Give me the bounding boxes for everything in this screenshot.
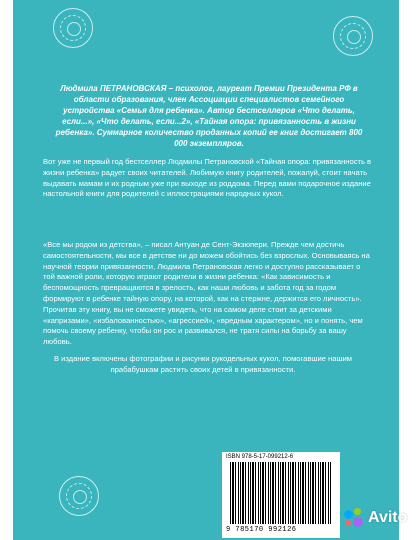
ornament-medallion-icon xyxy=(333,16,373,56)
avito-watermark xyxy=(344,505,420,531)
ornament-medallion-icon xyxy=(59,476,99,516)
description-paragraph: «Все мы родом из детства», – писал Антуан де Сент-Экзюпери. Прежде чем достичь самостоятельности, мы все в детстве ни до можем обойтись без взрослых. Основываясь на научной теории привязанности, Людмила Петрановская легко и доступно рассказывает о той важной роли, которую играют родители в жизни ребенка: «Как зависимость и беспомощность превращаются в зрелость, как наши любовь и забота год за годом формируют в ребенке тайную опору, на которой, как на стержне, держится его личность». Прочитав эту книгу, вы не сможете увидеть, что на самом деле стоит за детскими «капризами», «избалованностью», «агрессией», «вредным характером», но и понять, чем помочь своему ребенку, чтобы он рос и развивался, не тратя силы на борьбу за вашу любовь. xyxy=(43,240,370,347)
author-bio: Людмила ПЕТРАНОВСКАЯ – психолог, лауреат Премии Президента РФ в области образования, член Ассоциации специалистов семейного устройства «Семья для ребенка». Автор бестселлеров «Что делать, если...», «Что делать, если...2», «Тайная опора: привязанность в жизни ребенка». Суммарное количество проданных копий ее книг достигает 800 000 экземпляров. xyxy=(55,84,363,148)
isbn-barcode xyxy=(222,452,340,538)
avito-logo-icon xyxy=(344,508,364,528)
description-paragraph: Вот уже не первый год бестселлер Людмилы Петрановской «Тайная опора: привязанность в жизни ребенка» радует своих читателей. Любимую книгу родителей, пожалуй, стоит начать выдавать мамам и их родным уже при выходе из роддома. Перед вами подарочное издание настольной книги для родителей с иллюстрациями народных кукол. xyxy=(43,157,372,199)
illustrations-note: В издание включены фотографии и рисунки рукодельных кукол, помогавшие нашим прабабушкам растить своих детей в привязанности. xyxy=(53,354,353,374)
book-back-cover xyxy=(13,0,399,540)
ornament-medallion-icon xyxy=(53,8,93,48)
isbn-text: ISBN 978-5-17-099212-6 xyxy=(226,454,294,460)
avito-wordmark: Avito xyxy=(368,509,408,526)
barcode-bars xyxy=(230,462,332,524)
barcode-digits: 9 785170 992126 xyxy=(226,526,297,534)
